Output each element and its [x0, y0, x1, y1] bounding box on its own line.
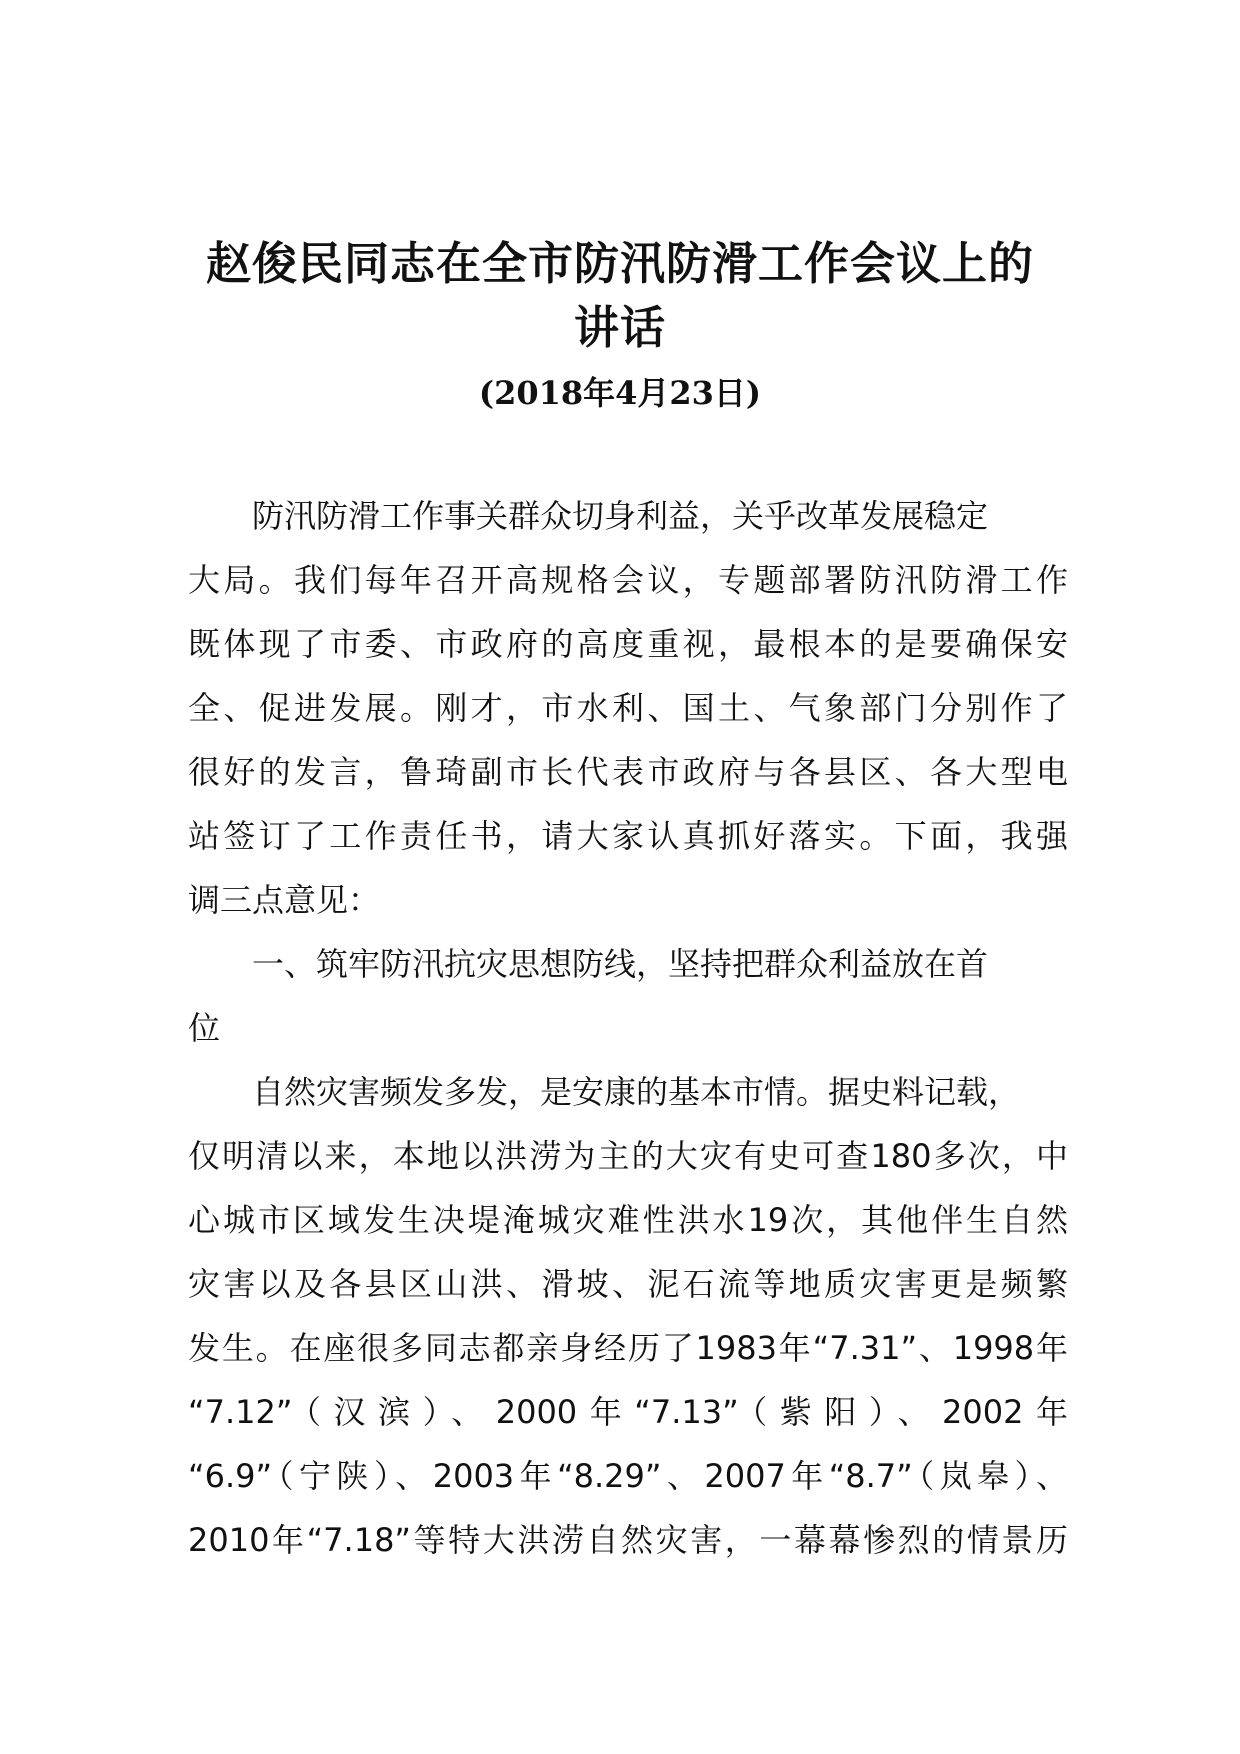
body-line: 大局。我们每年召开高规格会议，专题部署防汛防滑工作 — [188, 561, 1068, 599]
body-line: 既体现了市委、市政府的高度重视，最根本的是要确保安 — [188, 625, 1068, 663]
body-line: “6.9”（宁陕）、2003年“8.29”、2007年“8.7”（岚皋）、 — [188, 1457, 1068, 1495]
body-line: 灾害以及各县区山洪、滑坡、泥石流等地质灾害更是频繁 — [188, 1265, 1068, 1303]
body-line: 仅明清以来，本地以洪涝为主的大灾有史可查180多次，中 — [188, 1137, 1068, 1175]
body-line: 很好的发言，鲁琦副市长代表市政府与各县区、各大型电 — [188, 753, 1068, 791]
body-line: 发生。在座很多同志都亲身经历了1983年“7.31”、1998年 — [188, 1329, 1068, 1367]
body-line: 站签订了工作责任书，请大家认真抓好落实。下面，我强 — [188, 817, 1068, 855]
body-line: “7.12”（汉滨）、2000年“7.13”（紫阳）、2002年 — [188, 1393, 1068, 1431]
body-line: 自然灾害频发多发，是安康的基本市情。据史料记载， — [252, 1073, 1021, 1111]
document-title-line-2: 讲话 — [573, 301, 666, 354]
body-line: 防汛防滑工作事关群众切身利益，关乎改革发展稳定 — [252, 497, 989, 535]
document-title-line-1: 赵俊民同志在全市防汛防滑工作会议上的 — [205, 237, 1034, 290]
body-line: 全、促进发展。刚才，市水利、国土、气象部门分别作了 — [188, 689, 1068, 727]
body-line: 调三点意见： — [188, 881, 381, 919]
section-heading-line: 位 — [188, 1009, 221, 1047]
speech-date: (2018年4月23日) — [478, 374, 762, 412]
body-line: 心城市区域发生决堤淹城灾难性洪水19次，其他伴生自然 — [188, 1201, 1068, 1239]
section-heading-line: 一、筑牢防汛抗灾思想防线，坚持把群众利益放在首 — [252, 945, 989, 983]
body-line: 2010年“7.18”等特大洪涝自然灾害，一幕幕惨烈的情景历 — [188, 1521, 1068, 1559]
